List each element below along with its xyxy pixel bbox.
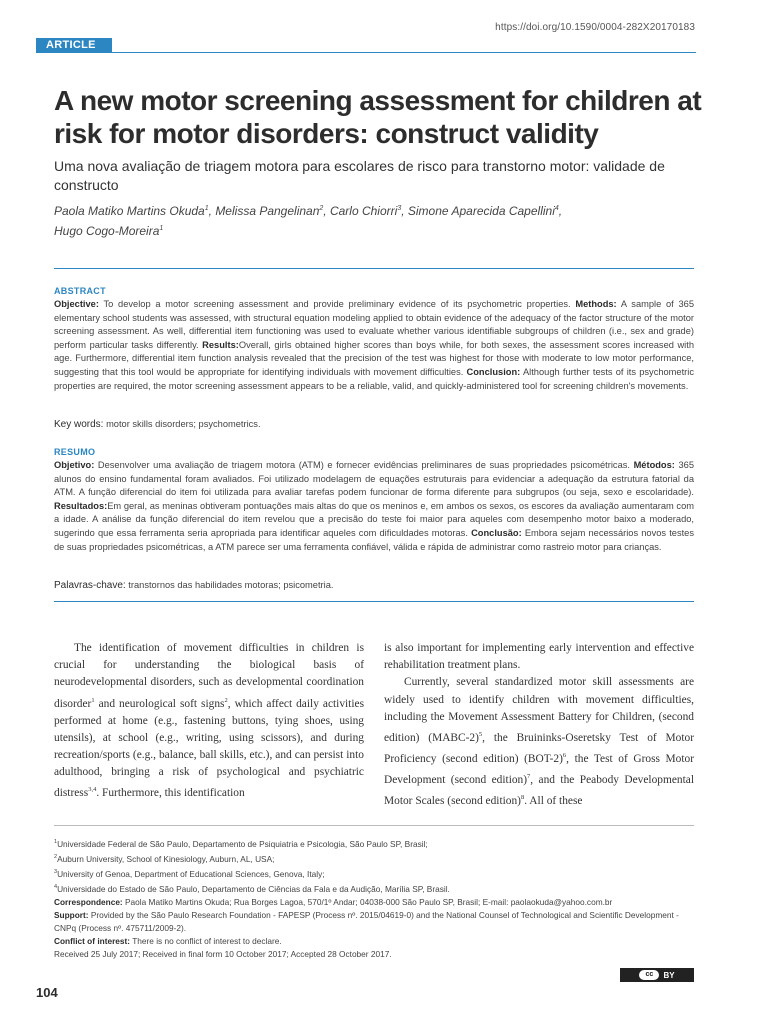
affiliation-text: Universidade Federal de São Paulo, Departamento de Psiquiatria e Psicologia, São Paulo SP, Brasil; — [57, 838, 428, 849]
resumo-body — [54, 459, 694, 554]
author-name: Hugo Cogo-Moreira — [54, 224, 160, 238]
palavras-chave-text: transtornos das habilidades motoras; psicometria. — [128, 580, 334, 590]
article-title: A new motor screening assessment for children at risk for motor disorders: construct validity — [54, 85, 702, 149]
support — [54, 909, 694, 934]
author-affiliation-ref: 1 — [204, 205, 209, 212]
received-dates: Received 25 July 2017; Received in final form 10 October 2017; Accepted 28 October 2017. — [54, 948, 392, 959]
objective-label: Objective: — [54, 299, 99, 309]
correspondence-text: Paola Matiko Martins Okuda; Rua Borges Lagoa, 570/1º Andar; 04038-000 São Paulo SP, Brasil; E-mail: paolaokuda@yahoo.com.br — [125, 896, 613, 907]
affiliation-item — [54, 836, 694, 850]
correspondence — [54, 896, 694, 909]
body-paragraph-3: Currently, several standardized motor skill assessments are widely used to identify children with movement difficulties, including the Movement Assessment Battery for Children, (second edition) (MABC-2)$^5$, the Bruininks-Oseretsky Test of Motor Proficiency (second edition) $(BOT-2)^6$, the Test of Gross Motor Development (second edition)$^7$, and the Peabody Developmental Motor Scales (second edition)$^8$. All of these — [384, 676, 694, 807]
citation-ref[interactable]: 5 — [478, 731, 483, 739]
affiliation-text: University of Genoa, Department of Educational Sciences, Genova, Italy; — [57, 868, 325, 879]
affiliation-list — [54, 836, 694, 895]
support-text: Provided by the São Paulo Research Foundation - FAPESP (Process nº. 2015/04619-0) and the National Counsel of Technological and Scientific Development - CNPq (Process nº. 475711/2009-2). — [54, 910, 679, 933]
author-name: Melissa Pangelinan — [215, 204, 320, 218]
abstract-body — [54, 298, 694, 393]
cc-by-license-icon[interactable] — [620, 968, 694, 982]
author-name: Paola Matiko Martins Okuda — [54, 204, 205, 218]
conclusion-text: Although further tests of its psychometric properties are required, the motor screening assessment appears to be a reliable, valid, and quickly-administered tool for screening children's movements. — [54, 366, 694, 391]
by-label: BY — [663, 970, 675, 980]
objective-text: To develop a motor screening assessment and provide preliminary evidence of its psychometric properties. — [103, 299, 571, 309]
conclusao-label: Conclusão: — [471, 527, 522, 538]
conflict-of-interest — [54, 935, 694, 948]
conflict-text: There is no conflict of interest to declare. — [132, 935, 282, 946]
resumo-heading: RESUMO — [54, 447, 96, 457]
conflict-label: Conflict of interest: — [54, 935, 131, 946]
support-label: Support: — [54, 910, 89, 920]
abstract-top-rule — [54, 268, 694, 269]
conclusao-text: Embora sejam necessários novos testes de suas propriedades psicométricas, a ATM parece ser uma ferramenta confiável, válida e rápida de administrar como rastreio motor para crianças. — [54, 527, 695, 552]
body-paragraph-1: The identification of movement difficulties in children is crucial for understanding the biological basis of neurodevelopmental disorders, such as developmental coordination disorder$^1$ and neurological soft signs$^2$, which affect daily activities performed at home (e.g., fastening buttons, tying shoes, using utensils), at school (e.g., writing, using scissors), and during recreation/sports (e.g., balance, ball skills, etc.), and can persist into adulthood, bringing a risk of psychological and psychiatric distress$^{3,4}$. Furthermore, this identification — [54, 642, 365, 800]
resultados-text: Em geral, as meninas obtiveram pontuações mais altas do que os meninos e, em ambos os sexos, os escores da avaliação aumentaram com a idade. A análise da função diferencial do item revelou que a precisão do teste foi maior para aqueles com desempenho motor baixo a moderado, sugerindo que essa ferramenta seria apropriada para identificar aqueles com dificuldades motoras. — [54, 500, 694, 538]
footnotes — [54, 836, 694, 961]
conclusion-label: Conclusion: — [466, 366, 521, 377]
affiliation-text: Universidade do Estado de São Paulo, Departamento de Ciências da Fala e da Audição, Marília SP, Brasil. — [57, 883, 450, 894]
body-right-column — [384, 640, 694, 810]
article-subtitle: Uma nova avaliação de triagem motora para escolares de risco para transtorno motor: validade de constructo — [54, 158, 665, 193]
author-affiliation-ref: 1 — [159, 225, 164, 232]
keywords-label: Key words: — [54, 419, 104, 430]
affiliation-number: 2 — [54, 853, 58, 860]
header-rule — [112, 52, 696, 53]
page-number: 104 — [36, 985, 58, 1000]
resultados-label: Resultados: — [54, 500, 108, 511]
affiliation-number: 4 — [54, 883, 58, 890]
palavras-chave-label: Palavras-chave: — [54, 580, 126, 591]
results-label: Results: — [202, 339, 239, 350]
abstract-bottom-rule — [54, 601, 694, 602]
citation-ref[interactable]: 7 — [527, 773, 531, 781]
footnote-rule — [54, 825, 694, 826]
author-name: Carlo Chiorri — [329, 204, 398, 218]
author-affiliation-ref: 2 — [319, 205, 324, 212]
author-list: Paola Matiko Martins Okuda$^1$, Melissa Pangelinan$^2$, Carlo Chiorri$^3$, Simone Aparecida Capellini$^4$, Hugo Cogo-Moreira$^1$ — [54, 204, 563, 238]
body-paragraph-2: is also important for implementing early intervention and effective rehabilitation treatment plans. — [384, 642, 694, 672]
author-name: Simone Aparecida Capellini — [407, 204, 555, 218]
correspondence-label: Correspondence: — [54, 896, 123, 907]
objetivo-text: Desenvolver uma avaliação de triagem motora (ATM) e fornecer evidências preliminares de suas propriedades psicométricas. — [97, 460, 630, 470]
author-affiliation-ref: 4 — [554, 205, 559, 212]
resumo-keywords — [54, 580, 694, 591]
author-affiliation-ref: 3 — [397, 205, 402, 212]
abstract-keywords — [54, 419, 694, 430]
affiliation-item — [54, 851, 694, 865]
abstract-heading: ABSTRACT — [54, 286, 106, 296]
methods-label: Methods: — [575, 299, 617, 309]
metodos-text: 365 alunos do ensino fundamental foram avaliados. Foi utilizado modelagem de equações estruturais para evidenciar a adequação da estrutura fatorial da ATM. A função diferencial do item foi utilizada para avaliar tarefas podem funcionar de forma diferente para subgrupos (ou seja, sexo e escolaridade). — [54, 460, 694, 498]
citation-ref[interactable]: 8 — [520, 794, 525, 802]
affiliation-number: 1 — [54, 839, 58, 845]
citation-ref[interactable]: 2 — [224, 696, 228, 704]
doi-link[interactable]: https://doi.org/10.1590/0004-282X20170183 — [495, 22, 695, 33]
affiliation-text: Auburn University, School of Kinesiology, Auburn, AL, USA; — [57, 853, 275, 864]
results-text: Overall, girls obtained higher scores than boys while, for both sexes, the assessment scores increased with age. Furthermore, differential item function analysis revealed that the precision of the test was highest for those with moderate to low motor performance, suggesting that this tool would be appropriate for identifying individuals with movement difficulties. — [54, 339, 694, 377]
citation-ref[interactable]: 3,4 — [88, 786, 97, 794]
objetivo-label: Objetivo: — [54, 460, 95, 470]
metodos-label: Métodos: — [633, 460, 675, 470]
affiliation-number: 3 — [54, 868, 58, 875]
section-label: ARTICLE — [36, 38, 112, 53]
affiliation-item — [54, 881, 694, 895]
cc-icon: cc — [639, 970, 659, 980]
methods-text: A sample of 365 elementary school students was assessed, with structural equation modeling applied to obtain evidence of the adequacy of the factor structure of the motor screening assessment. As well, differential item functioning was used to evaluate whether various identifiable subgroups of children (i.e., sex and grade) perform particular tasks differently. — [54, 299, 694, 350]
keywords-text: motor skills disorders; psychometrics. — [106, 419, 261, 429]
citation-ref[interactable]: 1 — [91, 696, 95, 704]
affiliation-item — [54, 866, 694, 880]
citation-ref[interactable]: 6 — [562, 752, 567, 760]
